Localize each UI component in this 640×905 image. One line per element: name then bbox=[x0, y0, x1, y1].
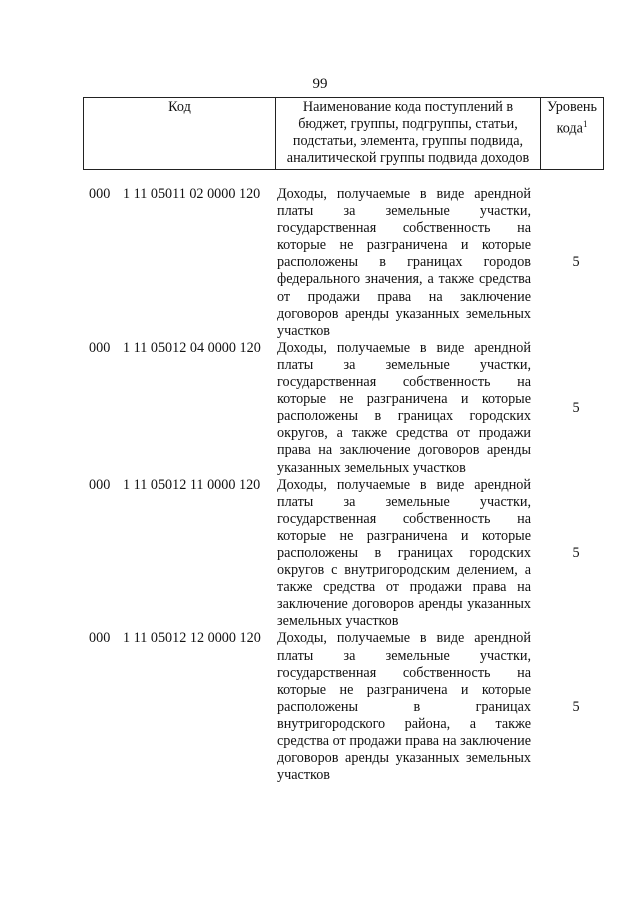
header-level-footnote: 1 bbox=[582, 119, 588, 129]
entries-list bbox=[83, 186, 604, 784]
admin-code: 000 bbox=[89, 186, 111, 202]
admin-code: 000 bbox=[89, 630, 111, 647]
admin-code: 000 bbox=[89, 476, 111, 493]
code-level: 5 bbox=[572, 399, 580, 416]
revenue-description: Доходы, получаемые в виде арендной платы за земельные участки, государственная собственность на которые не разграничена и которые расположены в границах внутригородского района, а также средства от продажи права на заключение договоров аренды указанных земельных участков bbox=[277, 630, 531, 784]
table-row bbox=[83, 630, 604, 784]
revenue-code: 1 11 05012 11 0000 120 bbox=[123, 476, 261, 493]
page-number: 99 bbox=[312, 76, 328, 92]
admin-code: 000 bbox=[89, 339, 111, 356]
code-level: 5 bbox=[572, 254, 580, 271]
header-level-label: Уровень кода bbox=[547, 99, 597, 137]
revenue-description: Доходы, получаемые в виде арендной платы за земельные участки, государственная собственность на которые не разграничена и которые расположены в границах городских округов с внутригородским делением, а также средства от продажи права на заключение договоров аренды указанных земельных участков bbox=[277, 476, 531, 630]
revenue-code: 1 11 05012 12 0000 120 bbox=[123, 630, 261, 647]
code-level: 5 bbox=[572, 544, 580, 561]
header-code: Код bbox=[84, 98, 276, 170]
table-row bbox=[83, 477, 604, 631]
table-row bbox=[83, 186, 604, 340]
revenue-code: 1 11 05011 02 0000 120 bbox=[123, 186, 261, 202]
revenue-description: Доходы, получаемые в виде арендной платы за земельные участки, государственная собственность на которые не разграничена и которые расположены в границах городских округов, а также средства от продажи права на заключение договоров аренды указанных земельных участков bbox=[277, 339, 531, 476]
code-level: 5 bbox=[572, 698, 580, 715]
table-header bbox=[83, 97, 604, 170]
header-level bbox=[541, 98, 604, 170]
revenue-description: Доходы, получаемые в виде арендной платы за земельные участки, государственная собственность на которые не разграничена и которые расположены в границах городов федерального значения, а также средства от продажи права на заключение договоров аренды указанных земельных участков bbox=[277, 186, 531, 339]
header-name: Наименование кода поступлений в бюджет, группы, подгруппы, статьи, подстатьи, элемента, группы подвида, аналитической группы подвида доходов bbox=[276, 98, 541, 170]
table-row bbox=[83, 340, 604, 477]
revenue-code: 1 11 05012 04 0000 120 bbox=[123, 339, 261, 356]
